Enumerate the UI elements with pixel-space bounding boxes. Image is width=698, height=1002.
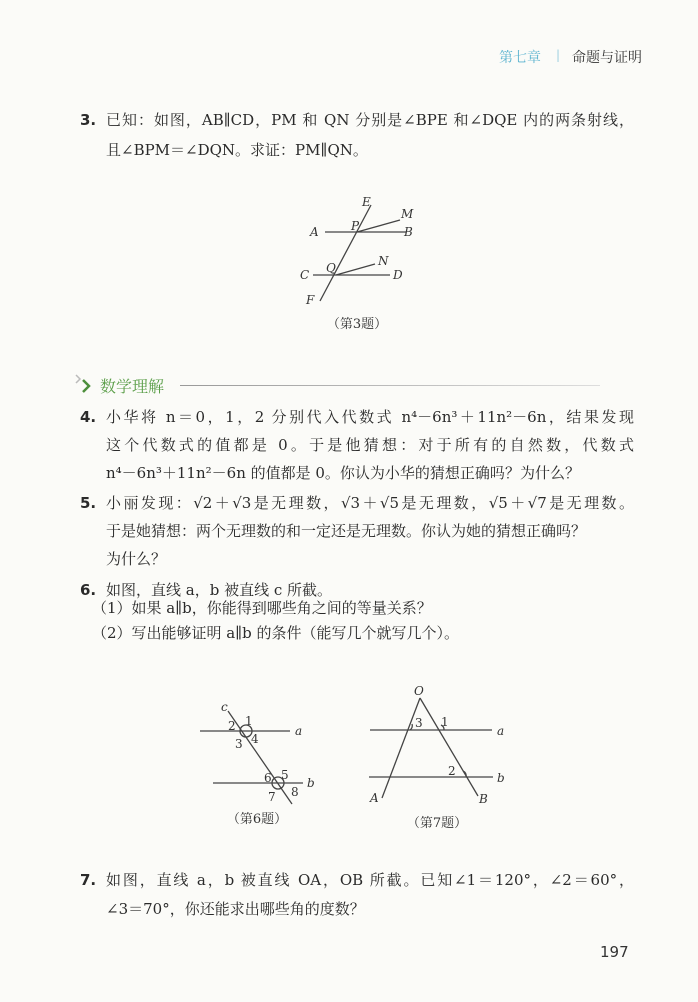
question-number: 4. [80,408,97,426]
figure-q7 [369,698,493,798]
header-separator: | [556,48,561,62]
angle-label: 6 [264,771,272,785]
question-text: 已知：如图，AB∥CD，PM 和 QN 分别是∠BPE 和∠DQE 内的两条射线， [106,111,634,129]
angle-label: 8 [291,785,299,799]
question-number: 7. [80,871,97,889]
point-label: O [414,684,424,698]
question-text: 小丽发现：√2＋√3是无理数，√3＋√5是无理数，√5＋√7是无理数。 [106,494,634,512]
point-label: A [310,225,319,239]
point-label: N [378,254,389,268]
angle-label: 5 [281,768,289,782]
angle-label: 3 [415,716,423,730]
point-label: M [401,207,414,221]
figure-q3 [313,205,406,301]
point-label: Q [326,261,336,275]
chapter-title: 命题与证明 [572,50,642,66]
question-text: n⁴－6n³＋11n²－6n 的值都是 0。你认为小华的猜想正确吗？为什么？ [106,464,580,482]
angle-label: 4 [251,732,259,746]
point-label: B [404,225,413,239]
angle-label: 1 [441,715,449,729]
question-text: 如图，直线 a，b 被直线 OA，OB 所截。已知∠1＝120°，∠2＝60°， [106,871,634,889]
line-label: b [307,776,315,790]
question-text: ∠3＝70°，你还能求出哪些角的度数？ [106,900,365,918]
angle-label: 2 [448,764,456,778]
angle-label: 2 [228,719,236,733]
line-label: a [497,724,505,738]
line-label: c [221,700,228,714]
line-label: a [295,724,303,738]
point-label: B [479,792,488,806]
sub-question: （1）如果 a∥b，你能得到哪些角之间的等量关系？ [92,599,432,617]
question-text: 且∠BPM＝∠DQN。求证：PM∥QN。 [106,141,368,159]
point-label: P [351,219,360,233]
figure-q7-labels [369,684,505,806]
angle-label: 7 [268,790,276,804]
question-text: 小华将 n＝0，1，2 分别代入代数式 n⁴－6n³＋11n²－6n，结果发现 [106,408,634,426]
figure-caption: （第7题） [406,816,468,831]
question-text: 如图，直线 a，b 被直线 c 所截。 [106,581,333,599]
figure-q3-labels [300,195,414,307]
point-label: E [362,195,371,209]
section-title: 数学理解 [100,377,165,396]
page-number: 197 [600,943,629,961]
point-label: A [370,791,379,805]
line-label: b [497,771,505,785]
sub-question: （2）写出能够证明 a∥b 的条件（能写几个就写几个）。 [92,624,460,642]
question-text: 为什么？ [106,550,167,568]
chapter-label: 第七章 [499,50,541,66]
question-text: 于是她猜想：两个无理数的和一定还是无理数。你认为她的猜想正确吗？ [106,522,587,540]
figure-caption: （第6题） [226,812,288,827]
point-label: F [306,293,315,307]
point-label: D [393,268,403,282]
angle-label: 3 [235,737,243,751]
figure-caption: （第3题） [326,317,388,332]
question-text: 这个代数式的值都是 0。于是他猜想：对于所有的自然数，代数式 [106,436,634,454]
question-number: 6. [80,581,97,599]
angle-label: 1 [245,714,253,728]
point-label: C [300,268,310,282]
question-number: 3. [80,111,97,129]
question-number: 5. [80,494,97,512]
figure-q6-labels [221,700,315,804]
